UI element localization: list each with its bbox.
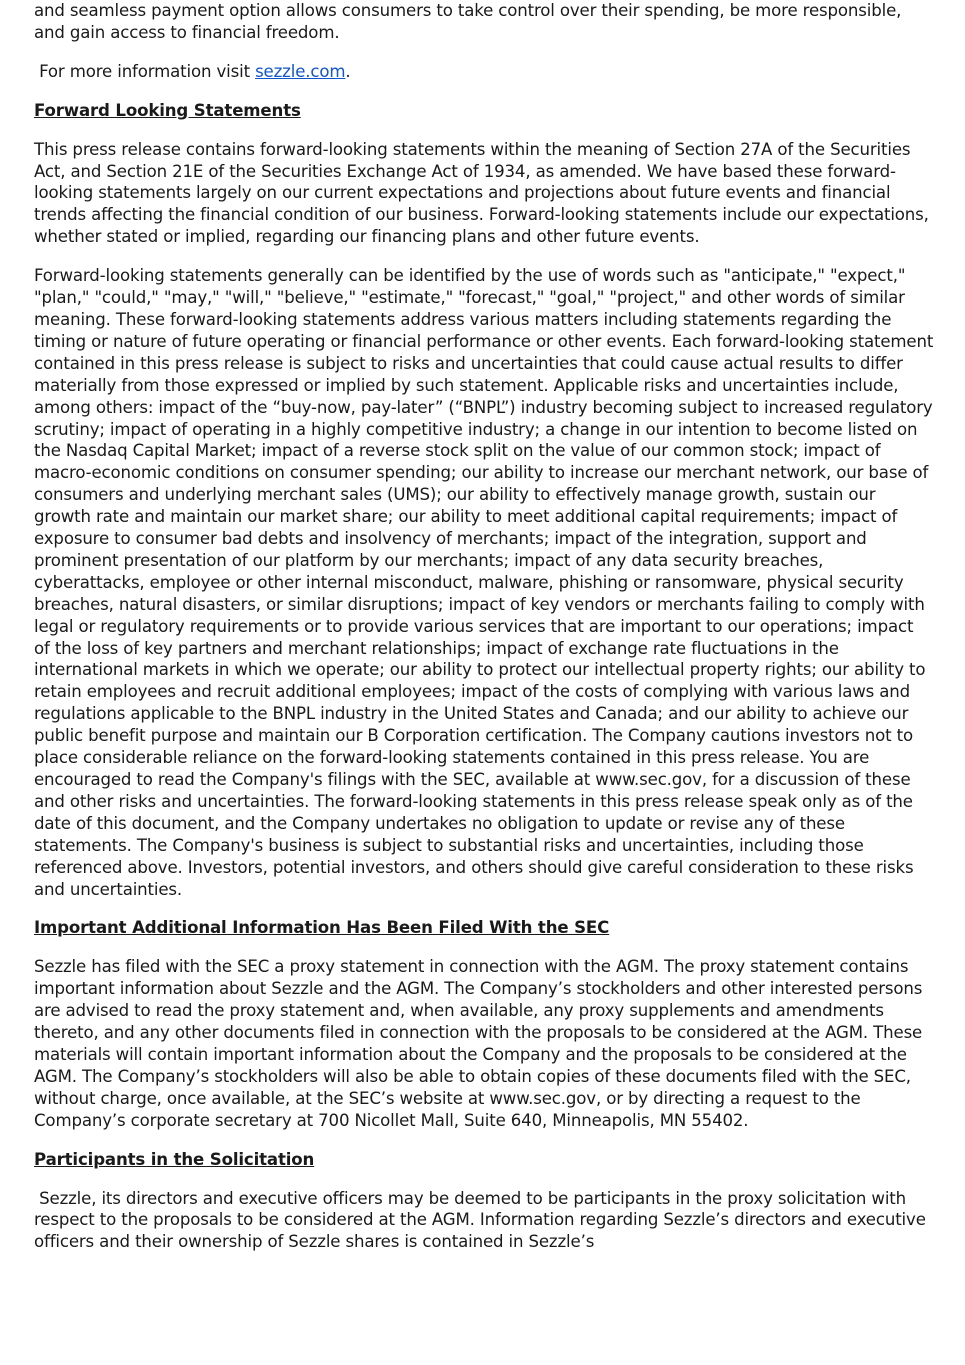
more-info-prefix: For more information visit bbox=[34, 61, 256, 81]
forward-looking-paragraph-2: Forward-looking statements generally can be identified by the use of words such as "anticipate," "expect," "plan," "could," "may," "will," "believe," "estimate," "forecast," "goal," "project," and other words of similar meaning. These forward-looking statements address various matters including statements regarding the timing or nature of future operating or financial performance or other events. Each forward-looking statement contained in this press release is subject to risks and uncertainties that could cause actual results to differ materially from those expressed or implied by such statement. Applicable risks and uncertainties include, among others: impact of the “buy-now, pay-later” (“BNPL”) industry becoming subject to increased regulatory scrutiny; impact of operating in a highly competitive industry; a change in our intention to become listed on the Nasdaq Capital Market; impact of a reverse stock split on the value of our common stock; impact of macro-economic conditions on consumer spending; our ability to increase our merchant network, our base of consumers and underlying merchant sales (UMS); our ability to effectively manage growth, sustain our growth rate and maintain our market share; our ability to meet additional capital requirements; impact of exposure to consumer bad debts and insolvency of merchants; impact of the integration, support and prominent presentation of our platform by our merchants; impact of any data security breaches, cyberattacks, employee or other internal misconduct, malware, phishing or ransomware, physical security breaches, natural disasters, or similar disruptions; impact of key vendors or merchants failing to comply with legal or regulatory requirements or to provide various services that are important to our operations; impact of the loss of key partners and merchant relationships; impact of exchange rate fluctuations in the international markets in which we operate; our ability to protect our intellectual property rights; our ability to retain employees and recruit additional employees; impact of the costs of complying with various laws and regulations applicable to the BNPL industry in the United States and Canada; and our ability to achieve our public benefit purpose and maintain our B Corporation certification. The Company cautions investors not to place considerable reliance on the forward-looking statements contained in this press release. You are encouraged to read the Company's filings with the SEC, available at www.sec.gov, for a discussion of these and other risks and uncertainties. The forward-looking statements in this press release speak only as of the date of this document, and the Company undertakes no obligation to update or revise any of these statements. The Company's business is subject to substantial risks and uncertainties, including those referenced above. Investors, potential investors, and others should give careful consideration to these risks and uncertainties. bbox=[34, 266, 939, 899]
forward-looking-heading: Forward Looking Statements bbox=[34, 100, 301, 120]
additional-info-paragraph: Sezzle has filed with the SEC a proxy statement in connection with the AGM. The proxy statement contains important information about Sezzle and the AGM. The Company’s stockholders and other interested persons are advised to read the proxy statement and, when available, any proxy supplements and amendments thereto, and any other documents filed in connection with the proposals to be considered at the AGM. These materials will contain important information about the Company and the proposals to be considered at the AGM. The Company’s stockholders will also be able to obtain copies of these documents filed with the SEC, without charge, once available, at the SEC’s website at www.sec.gov, or by directing a request to the Company’s corporate secretary at 700 Nicollet Mall, Suite 640, Minneapolis, MN 55402. bbox=[34, 957, 928, 1130]
sezzle-link[interactable]: sezzle.com bbox=[255, 61, 346, 81]
participants-heading: Participants in the Solicitation bbox=[34, 1149, 315, 1169]
more-info-line bbox=[34, 61, 934, 83]
more-info-suffix: . bbox=[345, 61, 351, 81]
document-page bbox=[34, 0, 939, 1253]
additional-info-heading: Important Additional Information Has Been Filed With the SEC bbox=[34, 918, 610, 938]
participants-paragraph: Sezzle, its directors and executive officers may be deemed to be participants in the proxy solicitation with respect to the proposals to be considered at the AGM. Information regarding Sezzle’s directors and executive officers and their ownership of Sezzle shares is contained in Sezzle’s bbox=[34, 1188, 931, 1252]
forward-looking-paragraph-1: This press release contains forward-looking statements within the meaning of Section 27A of the Securities Act, and Section 21E of the Securities Exchange Act of 1934, as amended. We have based these forward-looking statements largely on our current expectations and projections about future events and financial trends affecting the financial condition of our business. Forward-looking statements include our expectations, whether stated or implied, regarding our financing plans and other future events. bbox=[34, 139, 934, 247]
intro-paragraph-tail: and seamless payment option allows consumers to take control over their spending, be more responsible, and gain access to financial freedom. bbox=[34, 1, 907, 42]
